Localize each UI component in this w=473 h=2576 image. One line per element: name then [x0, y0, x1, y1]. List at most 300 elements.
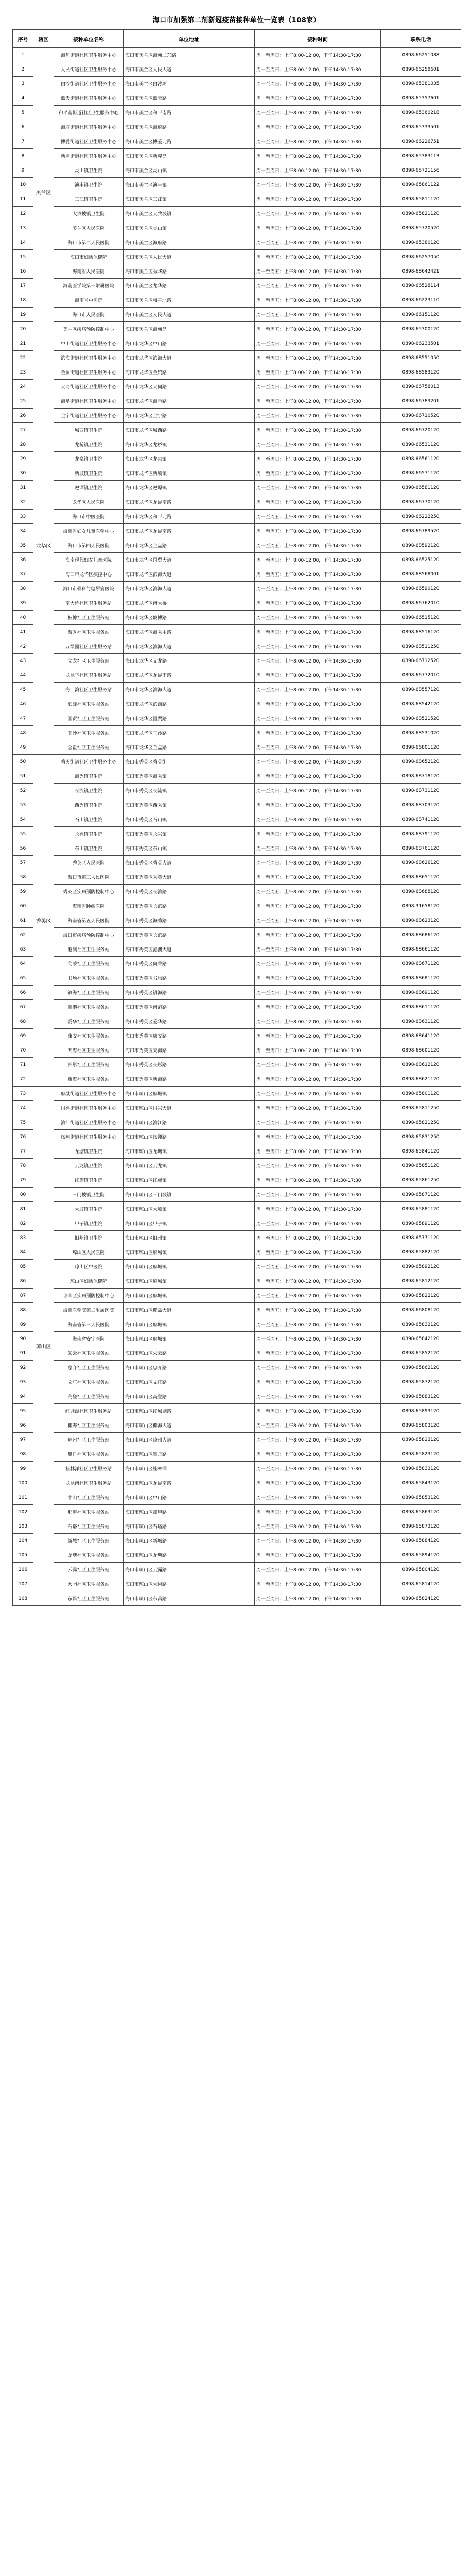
site-hours: 周一至周日：上午8:00-12:00，下午14:30-17:30	[255, 553, 381, 567]
site-hours: 周一至周日：上午8:00-12:00，下午14:30-17:30	[255, 740, 381, 755]
site-name: 爱华社区卫生服务站	[54, 1014, 124, 1029]
site-name: 琼山区人民医院	[54, 1245, 124, 1260]
site-name: 琼山区疾病预防控制中心	[54, 1289, 124, 1303]
site-address: 海口市琼山区府城镇	[124, 1260, 255, 1274]
site-hours: 周一至周日：上午8:00-12:00，下午14:30-17:30	[255, 812, 381, 827]
row-number: 102	[13, 1505, 33, 1519]
site-hours: 周一至周日：上午8:00-12:00，下午14:30-17:30	[255, 106, 381, 120]
site-phone: 0898-65300120	[381, 322, 461, 336]
site-hours: 周一至周日：上午8:00-12:00，下午14:30-17:30	[255, 351, 381, 365]
site-name: 长流镇卫生院	[54, 784, 124, 798]
site-hours: 周一至周五：上午8:00-12:00，下午14:30-17:30	[255, 510, 381, 524]
site-phone: 0898-68557120	[381, 683, 461, 697]
site-phone: 0898-68601120	[381, 1043, 461, 1058]
table-row	[13, 1274, 461, 1289]
site-hours: 周一至周日：上午8:00-12:00，下午14:30-17:30	[255, 596, 381, 611]
row-number: 13	[13, 221, 33, 235]
site-address: 海口市龙华区国贸大道	[124, 553, 255, 567]
table-row	[13, 1014, 461, 1029]
site-address: 海口市琼山区云露路	[124, 1563, 255, 1577]
site-phone: 0898-66528114	[381, 279, 461, 293]
row-number: 46	[13, 697, 33, 711]
row-number: 84	[13, 1245, 33, 1260]
site-phone: 0898-68511250	[381, 639, 461, 654]
table-row	[13, 178, 461, 192]
row-number: 42	[13, 639, 33, 654]
row-number: 94	[13, 1389, 33, 1404]
site-name: 镇海社区卫生服务站	[54, 986, 124, 1000]
site-name: 海口市第四人民医院	[54, 538, 124, 553]
site-name: 高登社区卫生服务站	[54, 1389, 124, 1404]
table-row	[13, 784, 461, 798]
row-number: 61	[13, 913, 33, 928]
site-name: 海南医学院第二附属医院	[54, 1303, 124, 1317]
site-name: 新城社区卫生服务站	[54, 1534, 124, 1548]
site-phone: 0898-65883120	[381, 1389, 461, 1404]
table-row	[13, 885, 461, 899]
site-address: 海口市琼山区旧州镇	[124, 1231, 255, 1245]
row-number: 93	[13, 1375, 33, 1389]
site-hours: 周一至周日：上午8:00-12:00，下午14:30-17:30	[255, 1389, 381, 1404]
row-number: 87	[13, 1289, 33, 1303]
site-name: 海南省第五人民医院	[54, 913, 124, 928]
site-address: 海口市琼山区朱云路	[124, 1346, 255, 1361]
site-name: 新埠街道社区卫生服务中心	[54, 149, 124, 163]
site-hours: 周一至周日：上午8:00-12:00，下午14:30-17:30	[255, 48, 381, 62]
table-row	[13, 120, 461, 134]
table-row	[13, 812, 461, 827]
site-name: 白沙街道社区卫生服务中心	[54, 77, 124, 91]
site-name: 书场社区卫生服务站	[54, 971, 124, 986]
site-name: 海南现代妇女儿童医院	[54, 553, 124, 567]
district-cell: 美兰区	[33, 48, 54, 336]
table-row	[13, 264, 461, 279]
site-name: 石山镇卫生院	[54, 812, 124, 827]
site-hours: 周一至周日：上午8:00-12:00，下午14:30-17:30	[255, 1072, 381, 1087]
site-hours: 周一至周五：上午8:00-12:00，下午14:30-17:30	[255, 1303, 381, 1317]
site-name: 海口市第三人民医院	[54, 870, 124, 885]
table-row	[13, 1476, 461, 1490]
table-row	[13, 163, 461, 178]
row-number: 17	[13, 279, 33, 293]
site-phone: 0898-65357601	[381, 91, 461, 106]
site-hours: 周一至周日：上午8:00-12:00，下午14:30-17:30	[255, 1043, 381, 1058]
site-phone: 0898-65851120	[381, 1159, 461, 1173]
row-number: 5	[13, 106, 33, 120]
site-name: 石塔社区卫生服务站	[54, 1519, 124, 1534]
row-number: 80	[13, 1188, 33, 1202]
table-row	[13, 1462, 461, 1476]
site-hours: 周一至周日：上午8:00-12:00，下午14:30-17:30	[255, 409, 381, 423]
site-address: 海口市美兰区龙华路	[124, 279, 255, 293]
table-header	[13, 30, 461, 48]
site-phone: 0898-65871120	[381, 1188, 461, 1202]
site-phone: 0898-68551050	[381, 351, 461, 365]
table-row	[13, 1029, 461, 1043]
site-name: 灵山镇卫生院	[54, 163, 124, 178]
site-address: 海口市龙华区龙泉镇	[124, 452, 255, 466]
row-number: 28	[13, 437, 33, 452]
district-cell: 琼山区	[33, 1087, 54, 1606]
table-row	[13, 293, 461, 308]
row-number: 55	[13, 827, 33, 841]
site-name: 遵谭镇卫生院	[54, 481, 124, 495]
site-hours: 周一至周日：上午8:00-12:00，下午14:30-17:30	[255, 120, 381, 134]
site-name: 红旗镇卫生院	[54, 1173, 124, 1188]
table-row	[13, 1418, 461, 1433]
site-hours: 周一至周五：上午8:00-12:00，下午14:30-17:30	[255, 308, 381, 322]
site-hours: 周一至周日：上午8:00-12:00，下午14:30-17:30	[255, 423, 381, 437]
table-row	[13, 798, 461, 812]
site-phone: 0898-65892120	[381, 1260, 461, 1274]
table-row	[13, 870, 461, 885]
site-address: 海口市琼山区国兴大道	[124, 1101, 255, 1115]
site-phone: 0898-68703120	[381, 798, 461, 812]
site-address: 海口市秀英区秀英大道	[124, 856, 255, 870]
table-row	[13, 452, 461, 466]
site-address: 海口市琼山区大园路	[124, 1577, 255, 1591]
site-address: 海口市琼山区忠介路	[124, 1361, 255, 1375]
row-number: 34	[13, 524, 33, 538]
site-name: 龙昆下社区卫生服务站	[54, 668, 124, 683]
site-hours: 周一至周日：上午8:00-12:00，下午14:30-17:30	[255, 163, 381, 178]
site-address: 海口市龙华区海垦路	[124, 394, 255, 409]
site-hours: 周一至周日：上午8:00-12:00，下午14:30-17:30	[255, 481, 381, 495]
site-hours: 周一至周日：上午8:00-12:00，下午14:30-17:30	[255, 134, 381, 149]
site-address: 海口市琼山区府城镇	[124, 1274, 255, 1289]
site-name: 那甲社区卫生服务站	[54, 1505, 124, 1519]
site-hours: 周一至周日：上午8:00-12:00，下午14:30-17:30	[255, 1159, 381, 1173]
site-address: 海口市秀英区长滨路	[124, 899, 255, 913]
row-number: 23	[13, 365, 33, 380]
table-row	[13, 1072, 461, 1087]
site-address: 海口市龙华区金宇路	[124, 409, 255, 423]
site-hours: 周一至周日：上午8:00-12:00，下午14:30-17:30	[255, 149, 381, 163]
table-row	[13, 380, 461, 394]
site-name: 琼山区中医院	[54, 1260, 124, 1274]
table-row	[13, 1303, 461, 1317]
row-number: 89	[13, 1317, 33, 1332]
site-phone: 0898-65873120	[381, 1519, 461, 1534]
site-phone: 0898-66720120	[381, 423, 461, 437]
site-address: 海口市秀英区永兴镇	[124, 827, 255, 841]
site-phone: 0898-66561120	[381, 452, 461, 466]
header-cell-phone: 联系电话	[381, 30, 461, 48]
table-row	[13, 1361, 461, 1375]
site-address: 海口市龙华区遵谭镇	[124, 481, 255, 495]
site-hours: 周一至周日：上午8:00-12:00，下午14:30-17:30	[255, 1476, 381, 1490]
site-hours: 周一至周日：上午8:00-12:00，下午14:30-17:30	[255, 1014, 381, 1029]
site-name: 港澳社区卫生服务站	[54, 942, 124, 957]
site-address: 海口市龙华区坡博路	[124, 611, 255, 625]
site-phone: 0898-65842120	[381, 1332, 461, 1346]
table-row	[13, 308, 461, 322]
site-name: 演丰镇卫生院	[54, 178, 124, 192]
table-row	[13, 1591, 461, 1606]
site-name: 秀英区人民医院	[54, 856, 124, 870]
site-address: 海口市琼山区中山路	[124, 1490, 255, 1505]
site-address: 海口市秀英区镇海路	[124, 986, 255, 1000]
table-row	[13, 1375, 461, 1389]
site-name: 龙塘社区卫生服务站	[54, 1548, 124, 1563]
table-row	[13, 596, 461, 611]
site-phone: 0898-68688120	[381, 885, 461, 899]
site-name: 龙塘镇卫生院	[54, 1144, 124, 1159]
site-hours: 周一至周日：上午8:00-12:00，下午14:30-17:30	[255, 1548, 381, 1563]
site-address: 海口市美兰区蓝天路	[124, 91, 255, 106]
site-phone: 0898-66251088	[381, 48, 461, 62]
table-row	[13, 971, 461, 986]
site-phone: 0898-68681120	[381, 971, 461, 986]
row-number: 3	[13, 77, 33, 91]
site-name: 康安社区卫生服务站	[54, 1029, 124, 1043]
table-row	[13, 394, 461, 409]
row-number: 85	[13, 1260, 33, 1274]
site-phone: 0898-68592120	[381, 538, 461, 553]
site-hours: 周一至周日：上午8:00-12:00，下午14:30-17:30	[255, 1447, 381, 1462]
table-row	[13, 1087, 461, 1101]
site-phone: 0898-65721156	[381, 163, 461, 178]
site-hours: 周一至周日：上午8:00-12:00，下午14:30-17:30	[255, 841, 381, 856]
row-number: 12	[13, 207, 33, 221]
row-number: 31	[13, 481, 33, 495]
site-phone: 0898-65853120	[381, 1490, 461, 1505]
site-address: 海口市美兰区海府路	[124, 120, 255, 134]
site-name: 海口市人民医院	[54, 308, 124, 322]
site-phone: 0898-66758013	[381, 380, 461, 394]
site-address: 海口市琼山区龙昆南路	[124, 1476, 255, 1490]
site-phone: 0898-65891120	[381, 1216, 461, 1231]
table-row	[13, 639, 461, 654]
row-number: 69	[13, 1029, 33, 1043]
site-name: 海南省妇女儿童医学中心	[54, 524, 124, 538]
site-phone: 0898-68612120	[381, 1058, 461, 1072]
site-phone: 0898-68631120	[381, 1014, 461, 1029]
site-name: 府城街道社区卫生服务中心	[54, 1087, 124, 1101]
site-hours: 周一至周日：上午8:00-12:00，下午14:30-17:30	[255, 1519, 381, 1534]
site-phone: 0898-68568001	[381, 567, 461, 582]
site-hours: 周一至周日：上午8:00-12:00，下午14:30-17:30	[255, 1534, 381, 1548]
row-number: 97	[13, 1433, 33, 1447]
table-row	[13, 538, 461, 553]
site-phone: 0898-66783201	[381, 394, 461, 409]
row-number: 27	[13, 423, 33, 437]
site-phone: 0898-68718120	[381, 769, 461, 784]
site-hours: 周一至周日：上午8:00-12:00，下午14:30-17:30	[255, 178, 381, 192]
site-address: 海口市龙华区国贸路	[124, 711, 255, 726]
site-address: 海口市美兰区大致坡镇	[124, 207, 255, 221]
row-number: 78	[13, 1159, 33, 1173]
site-phone: 0898-65811250	[381, 1101, 461, 1115]
table-row	[13, 510, 461, 524]
table-row	[13, 567, 461, 582]
site-address: 海口市龙华区和平北路	[124, 510, 255, 524]
site-name: 海垦街道社区卫生服务中心	[54, 394, 124, 409]
table-row	[13, 1332, 461, 1346]
site-phone: 0898-65833120	[381, 1462, 461, 1476]
site-hours: 周一至周日：上午8:00-12:00，下午14:30-17:30	[255, 380, 381, 394]
site-address: 海口市龙华区玉沙路	[124, 726, 255, 740]
row-number: 1	[13, 48, 33, 62]
site-phone: 0898-65832120	[381, 1317, 461, 1332]
row-number: 2	[13, 62, 33, 77]
site-hours: 周一至周日：上午8:00-12:00，下午14:30-17:30	[255, 755, 381, 769]
site-hours: 周一至周日：上午8:00-12:00，下午14:30-17:30	[255, 1188, 381, 1202]
site-hours: 周一至周五：上午8:00-12:00，下午14:30-17:30	[255, 524, 381, 538]
row-number: 57	[13, 856, 33, 870]
site-name: 海甸街道社区卫生服务中心	[54, 48, 124, 62]
row-number: 32	[13, 495, 33, 510]
site-hours: 周一至周日：上午8:00-12:00，下午14:30-17:30	[255, 697, 381, 711]
site-phone: 0898-66531120	[381, 437, 461, 452]
site-address: 海口市琼山区府城镇	[124, 1087, 255, 1101]
site-address: 海口市龙华区南大桥	[124, 596, 255, 611]
site-address: 海口市秀英区西秀镇	[124, 798, 255, 812]
site-name: 三门坡镇卫生院	[54, 1188, 124, 1202]
site-phone: 0898-68651120	[381, 870, 461, 885]
table-row	[13, 928, 461, 942]
row-number: 82	[13, 1216, 33, 1231]
site-name: 滨海街道社区卫生服务中心	[54, 351, 124, 365]
district-cell: 龙华区	[33, 336, 54, 755]
site-name: 忠介社区卫生服务站	[54, 1361, 124, 1375]
row-number: 40	[13, 611, 33, 625]
table-row	[13, 1173, 461, 1188]
table-row	[13, 755, 461, 769]
site-address: 海口市龙华区龙昆南路	[124, 495, 255, 510]
row-number: 43	[13, 654, 33, 668]
site-hours: 周一至周日：上午8:00-12:00，下午14:30-17:30	[255, 1231, 381, 1245]
site-address: 海口市秀英区新海路	[124, 1072, 255, 1087]
site-name: 蓝天街道社区卫生服务中心	[54, 91, 124, 106]
site-address: 海口市琼山区攀丹路	[124, 1447, 255, 1462]
site-phone: 0898-66233501	[381, 336, 461, 351]
row-number: 98	[13, 1447, 33, 1462]
site-name: 海南省第三人民医院	[54, 1317, 124, 1332]
site-name: 长彤社区卫生服务站	[54, 1058, 124, 1072]
row-number: 90	[13, 1332, 33, 1346]
row-number: 10	[13, 178, 33, 192]
site-name: 金贸街道社区卫生服务中心	[54, 365, 124, 380]
site-hours: 周一至周日：上午8:00-12:00，下午14:30-17:30	[255, 1202, 381, 1216]
site-phone: 0898-65881120	[381, 1202, 461, 1216]
table-row	[13, 1490, 461, 1505]
site-hours: 周一至周日：上午8:00-12:00，下午14:30-17:30	[255, 1087, 381, 1101]
table-row	[13, 1505, 461, 1519]
site-name: 新海社区卫生服务站	[54, 1072, 124, 1087]
header-cell-district: 辖区	[33, 30, 54, 48]
site-hours: 周一至周五：上午8:00-12:00，下午14:30-17:30	[255, 1260, 381, 1274]
row-number: 73	[13, 1087, 33, 1101]
site-address: 海口市琼山区新城路	[124, 1534, 255, 1548]
site-address: 海口市秀英区东山镇	[124, 841, 255, 856]
site-name: 海秀镇卫生院	[54, 769, 124, 784]
table-row	[13, 740, 461, 755]
site-hours: 周一至周日：上午8:00-12:00，下午14:30-17:30	[255, 1058, 381, 1072]
site-hours: 周一至周日：上午8:00-12:00，下午14:30-17:30	[255, 91, 381, 106]
site-hours: 周一至周日：上午8:00-12:00，下午14:30-17:30	[255, 394, 381, 409]
site-hours: 周一至周日：上午8:00-12:00，下午14:30-17:30	[255, 971, 381, 986]
site-name: 人民街道社区卫生服务中心	[54, 62, 124, 77]
row-number: 64	[13, 957, 33, 971]
row-number: 41	[13, 625, 33, 639]
site-address: 海口市秀英区长流镇	[124, 784, 255, 798]
site-phone: 0898-68542120	[381, 697, 461, 711]
site-hours: 周一至周五：上午8:00-12:00，下午14:30-17:30	[255, 538, 381, 553]
site-phone: 0898-65841120	[381, 1144, 461, 1159]
site-hours: 周一至周日：上午8:00-12:00，下午14:30-17:30	[255, 827, 381, 841]
site-phone: 0898-65823120	[381, 1447, 461, 1462]
site-phone: 0898-65882120	[381, 1245, 461, 1260]
site-phone: 0898-65360218	[381, 106, 461, 120]
site-name: 博爱街道社区卫生服务中心	[54, 134, 124, 149]
site-address: 海口市琼山区红城湖路	[124, 1404, 255, 1418]
table-row	[13, 524, 461, 538]
site-phone: 0898-65862120	[381, 1361, 461, 1375]
site-phone: 0898-65821120	[381, 207, 461, 221]
site-address: 海口市美兰区秀华路	[124, 264, 255, 279]
table-row	[13, 1188, 461, 1202]
table-row	[13, 625, 461, 639]
site-phone: 0898-65814120	[381, 1577, 461, 1591]
site-address: 海口市美兰区三江镇	[124, 192, 255, 207]
site-phone: 0898-68623120	[381, 913, 461, 928]
site-hours: 周一至周日：上午8:00-12:00，下午14:30-17:30	[255, 611, 381, 625]
site-name: 海南省肿瘤医院	[54, 899, 124, 913]
site-hours: 周一至周日：上午8:00-12:00，下午14:30-17:30	[255, 1346, 381, 1361]
site-hours: 周一至周日：上午8:00-12:00，下午14:30-17:30	[255, 726, 381, 740]
site-hours: 周一至周五：上午8:00-12:00，下午14:30-17:30	[255, 250, 381, 264]
site-hours: 周一至周日：上午8:00-12:00，下午14:30-17:30	[255, 711, 381, 726]
row-number: 20	[13, 322, 33, 336]
site-address: 海口市琼山区椰海大道	[124, 1418, 255, 1433]
table-row	[13, 553, 461, 567]
table-row	[13, 365, 461, 380]
site-address: 海口市龙华区大同路	[124, 380, 255, 394]
site-name: 和平南街道社区卫生服务中心	[54, 106, 124, 120]
site-address: 海口市龙华区金贸路	[124, 365, 255, 380]
row-number: 52	[13, 784, 33, 798]
site-address: 海口市秀英区海秀路	[124, 913, 255, 928]
site-phone: 0898-65720520	[381, 221, 461, 235]
site-phone: 0898-68761120	[381, 841, 461, 856]
table-row	[13, 409, 461, 423]
site-hours: 周一至周五：上午8:00-12:00，下午14:30-17:30	[255, 899, 381, 913]
site-name: 琼山区妇幼保健院	[54, 1274, 124, 1289]
row-number: 25	[13, 394, 33, 409]
site-address: 海口市美兰区人民大道	[124, 308, 255, 322]
site-hours: 周一至周日：上午8:00-12:00，下午14:30-17:30	[255, 942, 381, 957]
site-hours: 周一至周日：上午8:00-12:00，下午14:30-17:30	[255, 207, 381, 221]
row-number: 9	[13, 163, 33, 178]
row-number: 7	[13, 134, 33, 149]
site-address: 海口市琼山区椰岛大道	[124, 1303, 255, 1317]
site-address: 海口市美兰区海甸二东路	[124, 48, 255, 62]
site-address: 海口市美兰区演丰镇	[124, 178, 255, 192]
site-name: 海南省人民医院	[54, 264, 124, 279]
site-phone: 0898-66258601	[381, 62, 461, 77]
table-row	[13, 62, 461, 77]
site-phone: 0898-65771120	[381, 1231, 461, 1245]
site-hours: 周一至周日：上午8:00-12:00，下午14:30-17:30	[255, 784, 381, 798]
site-hours: 周一至周五：上午8:00-12:00，下午14:30-17:30	[255, 928, 381, 942]
row-number: 101	[13, 1490, 33, 1505]
site-hours: 周一至周日：上午8:00-12:00，下午14:30-17:30	[255, 1505, 381, 1519]
table-row	[13, 668, 461, 683]
row-number: 19	[13, 308, 33, 322]
table-row	[13, 1000, 461, 1014]
row-number: 74	[13, 1101, 33, 1115]
